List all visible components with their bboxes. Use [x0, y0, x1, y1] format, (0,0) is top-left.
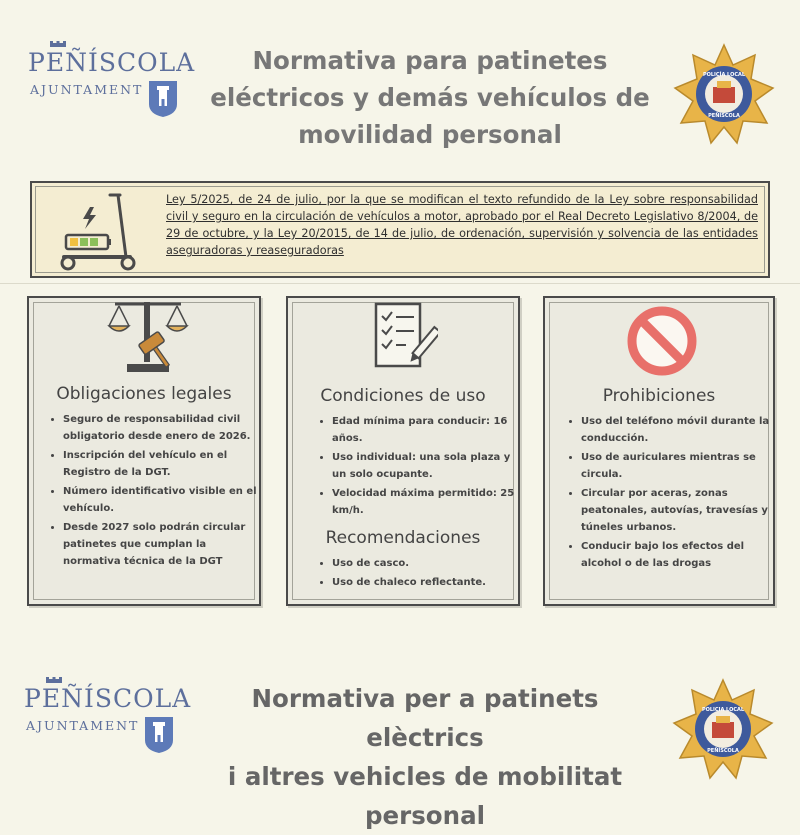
- list-item: • Uso de auriculares mientras se circula.: [581, 449, 781, 483]
- card-title: Obligaciones legales: [56, 384, 232, 404]
- shield-icon: [144, 716, 174, 754]
- badge-text-bottom: PEÑÍSCOLA: [708, 113, 740, 119]
- card-list: [47, 411, 265, 572]
- list-item: • Uso de chaleco reflectante.: [332, 574, 522, 591]
- page-fold-line: [0, 283, 800, 284]
- list-item: • Edad mínima para conducir: 16 años.: [332, 413, 522, 447]
- logo-town-name: PEÑÍSCOLA: [28, 48, 196, 77]
- crown-icon: [50, 41, 66, 47]
- badge-text-bottom: PEÑÍSCOLA: [707, 748, 739, 754]
- badge-text-top: POLICÍA LOCAL: [702, 72, 746, 78]
- card-usage-conditions: [286, 296, 520, 606]
- logo-subtitle: AJUNTAMENT: [30, 82, 144, 97]
- page-title: [200, 42, 660, 153]
- police-badge-icon: [673, 43, 775, 145]
- crown-icon: [46, 677, 62, 683]
- title-line: eléctricos y demás vehículos de: [210, 83, 650, 112]
- list-item: • Velocidad máxima permitido: 25 km/h.: [332, 485, 522, 519]
- title-line: personal: [364, 801, 486, 830]
- footer-title: [190, 679, 660, 835]
- list-item: • Desde 2027 solo podrán circular patinetes que cumplan la normativa técnica de la DGT: [63, 519, 265, 570]
- card-title: Condiciones de uso: [320, 386, 486, 406]
- checklist-icon: [372, 302, 438, 374]
- card-sub-list: [316, 555, 522, 593]
- scales-gavel-icon: [107, 298, 189, 376]
- card-list: [565, 413, 781, 574]
- card-legal-obligations: [27, 296, 261, 606]
- list-item: • Conducir bajo los efectos del alcohol o de las drogas: [581, 538, 781, 572]
- shield-icon: [148, 80, 178, 118]
- card-subtitle: Recomendaciones: [325, 528, 481, 548]
- list-item: • Uso de casco.: [332, 555, 522, 572]
- law-text: Ley 5/2025, de 24 de julio, por la que se modifican el texto refundido de la Ley sobre responsabilidad civil y seguro en la circulación de vehículos a motor, aprobado por el Real Decreto Legislativo 8/2004, de 29 de octubre, y la Ley 20/2015, de 14 de julio, de ordenación, supervisión y solvencia de las entidades aseguradoras y reaseguradoras: [166, 193, 758, 257]
- title-line: i altres vehicles de mobilitat: [227, 762, 623, 791]
- list-item: • Inscripción del vehículo en el Registro de la DGT.: [63, 447, 265, 481]
- logo-subtitle: AJUNTAMENT: [26, 718, 140, 733]
- card-title: Prohibiciones: [602, 386, 716, 406]
- card-list: [316, 413, 522, 521]
- list-item: • Circular por aceras, zonas peatonales, autovías, travesías y túneles urbanos.: [581, 485, 781, 536]
- penyiscola-logo: [28, 44, 196, 124]
- card-prohibitions: [543, 296, 775, 606]
- penyiscola-logo-footer: [24, 680, 192, 760]
- logo-town-name: PEÑÍSCOLA: [24, 684, 192, 713]
- title-line: movilidad personal: [298, 120, 562, 149]
- law-reference-box: [30, 181, 770, 278]
- title-line: Normativa para patinetes: [252, 46, 608, 75]
- badge-text-top: POLICIA LOCAL: [701, 707, 745, 713]
- list-item: • Número identificativo visible en el vehículo.: [63, 483, 265, 517]
- list-item: • Seguro de responsabilidad civil obligatorio desde enero de 2026.: [63, 411, 265, 445]
- title-line: Normativa per a patinets elèctrics: [251, 684, 599, 752]
- list-item: • Uso del teléfono móvil durante la conducción.: [581, 413, 781, 447]
- prohibited-icon: [625, 304, 699, 378]
- list-item: • Uso individual: una sola plaza y un solo ocupante.: [332, 449, 522, 483]
- electric-scooter-icon: [58, 189, 142, 273]
- police-badge-icon: [672, 678, 774, 780]
